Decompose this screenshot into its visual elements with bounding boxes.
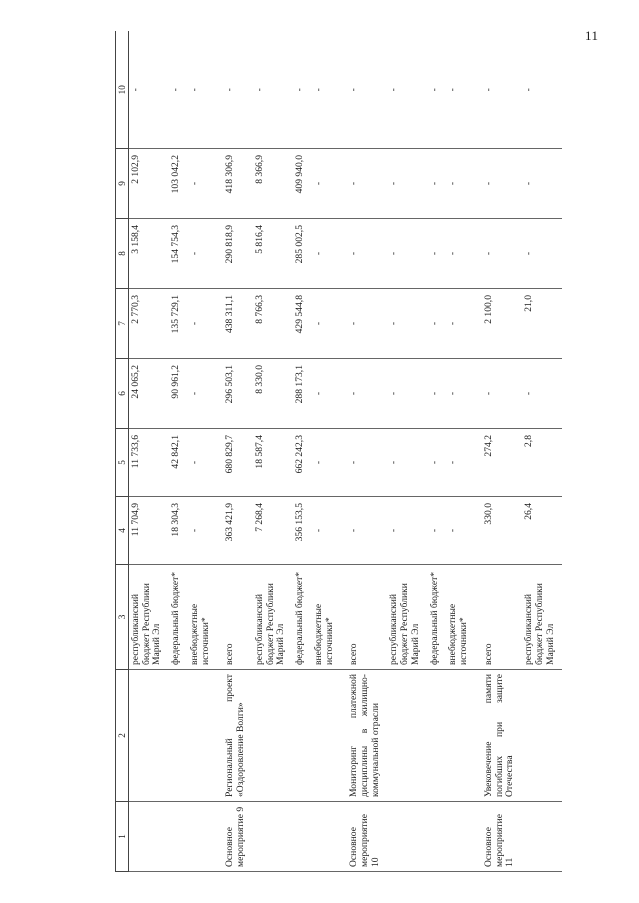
value-cell-col-4: - xyxy=(188,497,217,565)
value-cell-col-6: - xyxy=(312,359,341,429)
value-cell-col-5: 680 829,7 xyxy=(223,429,252,497)
funding-source-cell: внебюджетные источники* xyxy=(446,565,475,670)
table-row xyxy=(293,32,312,872)
page-number: 11 xyxy=(585,28,599,43)
funding-source-cell: республиканский бюджет Республики Марий Эл xyxy=(522,565,562,670)
value-cell-col-7: 2 100,0 xyxy=(482,289,522,359)
value-cell-col-10: - xyxy=(347,32,387,149)
table-row xyxy=(312,32,341,872)
value-cell-col-6: - xyxy=(482,359,522,429)
value-cell-col-6: 288 173,1 xyxy=(293,359,312,429)
value-cell-col-9: - xyxy=(188,149,217,219)
activity-number-cell xyxy=(129,802,170,872)
activity-number-cell: Основное мероприятие 10 xyxy=(347,802,387,872)
value-cell-col-4: - xyxy=(446,497,475,565)
activity-title-cell xyxy=(169,670,188,802)
value-cell-col-9: - xyxy=(428,149,447,219)
activity-title-cell xyxy=(312,670,341,802)
value-cell-col-6: 296 503,1 xyxy=(223,359,252,429)
funding-source-cell: внебюджетные источники* xyxy=(188,565,217,670)
value-cell-col-10: - xyxy=(428,32,447,149)
rotated-table-container xyxy=(115,32,620,872)
funding-source-cell: внебюджетные источники* xyxy=(312,565,341,670)
value-cell-col-10: - xyxy=(188,32,217,149)
value-cell-col-6: - xyxy=(446,359,475,429)
value-cell-col-10: - xyxy=(387,32,427,149)
value-cell-col-8: 154 754,3 xyxy=(169,219,188,289)
value-cell-col-5: - xyxy=(428,429,447,497)
column-header-10: 10 xyxy=(116,32,129,149)
table-row xyxy=(188,32,217,872)
value-cell-col-9: - xyxy=(387,149,427,219)
value-cell-col-8: 5 816,4 xyxy=(253,219,293,289)
value-cell-col-9: - xyxy=(446,149,475,219)
value-cell-col-7: 429 544,8 xyxy=(293,289,312,359)
activity-title-cell xyxy=(387,670,427,802)
value-cell-col-6: 24 065,2 xyxy=(129,359,170,429)
table-row xyxy=(428,32,447,872)
column-header-6: 6 xyxy=(116,359,129,429)
value-cell-col-4: 356 153,5 xyxy=(293,497,312,565)
value-cell-col-8: - xyxy=(482,219,522,289)
activity-title-cell xyxy=(293,670,312,802)
funding-source-cell: всего xyxy=(482,565,522,670)
value-cell-col-4: - xyxy=(387,497,427,565)
value-cell-col-10: - xyxy=(293,32,312,149)
value-cell-col-4: 26,4 xyxy=(522,497,562,565)
value-cell-col-8: 3 158,4 xyxy=(129,219,170,289)
value-cell-col-7: 21,0 xyxy=(522,289,562,359)
value-cell-col-5: 18 587,4 xyxy=(253,429,293,497)
value-cell-col-7: - xyxy=(188,289,217,359)
funding-source-cell: всего xyxy=(223,565,252,670)
value-cell-col-6: - xyxy=(522,359,562,429)
value-cell-col-7: 438 311,1 xyxy=(223,289,252,359)
value-cell-col-9: 8 366,9 xyxy=(253,149,293,219)
column-header-2: 2 xyxy=(116,670,129,802)
value-cell-col-4: 11 704,9 xyxy=(129,497,170,565)
column-header-9: 9 xyxy=(116,149,129,219)
activity-title-cell xyxy=(428,670,447,802)
value-cell-col-5: 274,2 xyxy=(482,429,522,497)
value-cell-col-4: 7 268,4 xyxy=(253,497,293,565)
activity-number-cell: Основное мероприятие 11 xyxy=(482,802,522,872)
value-cell-col-9: 418 306,9 xyxy=(223,149,252,219)
value-cell-col-7: 8 766,3 xyxy=(253,289,293,359)
budget-table xyxy=(115,32,562,873)
value-cell-col-10: - xyxy=(482,32,522,149)
activity-title-cell xyxy=(129,670,170,802)
value-cell-col-4: - xyxy=(347,497,387,565)
value-cell-col-4: - xyxy=(312,497,341,565)
value-cell-col-6: 90 961,2 xyxy=(169,359,188,429)
value-cell-col-8: - xyxy=(188,219,217,289)
activity-number-cell xyxy=(188,802,217,872)
table-row xyxy=(446,32,475,872)
table-row xyxy=(387,32,427,872)
funding-source-cell: республиканский бюджет Республики Марий Эл xyxy=(253,565,293,670)
value-cell-col-9: 103 042,2 xyxy=(169,149,188,219)
value-cell-col-5: 11 733,6 xyxy=(129,429,170,497)
activity-title-cell xyxy=(188,670,217,802)
value-cell-col-7: - xyxy=(387,289,427,359)
value-cell-col-10: - xyxy=(223,32,252,149)
value-cell-col-7: - xyxy=(312,289,341,359)
value-cell-col-8: - xyxy=(347,219,387,289)
value-cell-col-5: - xyxy=(347,429,387,497)
funding-source-cell: всего xyxy=(347,565,387,670)
column-header-3: 3 xyxy=(116,565,129,670)
value-cell-col-9: 2 102,9 xyxy=(129,149,170,219)
table-row xyxy=(347,32,387,872)
value-cell-col-5: 2,8 xyxy=(522,429,562,497)
value-cell-col-8: - xyxy=(446,219,475,289)
value-cell-col-10: - xyxy=(129,32,170,149)
table-row xyxy=(253,32,293,872)
funding-source-cell: республиканский бюджет Республики Марий Эл xyxy=(387,565,427,670)
value-cell-col-7: - xyxy=(446,289,475,359)
value-cell-col-6: - xyxy=(387,359,427,429)
table-row xyxy=(482,32,522,872)
activity-number-cell xyxy=(387,802,427,872)
value-cell-col-7: 135 729,1 xyxy=(169,289,188,359)
value-cell-col-8: - xyxy=(387,219,427,289)
value-cell-col-7: - xyxy=(347,289,387,359)
value-cell-col-8: - xyxy=(312,219,341,289)
column-header-1: 1 xyxy=(116,802,129,872)
activity-title-cell xyxy=(522,670,562,802)
activity-title-cell: Увековечение памяти погибших при защите Отечества xyxy=(482,670,522,802)
value-cell-col-7: 2 770,3 xyxy=(129,289,170,359)
funding-source-cell: федеральный бюджет* xyxy=(169,565,188,670)
activity-number-cell xyxy=(169,802,188,872)
activity-title-cell xyxy=(446,670,475,802)
value-cell-col-6: - xyxy=(347,359,387,429)
activity-number-cell xyxy=(428,802,447,872)
column-header-8: 8 xyxy=(116,219,129,289)
funding-source-cell: федеральный бюджет* xyxy=(428,565,447,670)
activity-number-cell xyxy=(293,802,312,872)
funding-source-cell: республиканский бюджет Республики Марий Эл xyxy=(129,565,170,670)
value-cell-col-7: - xyxy=(428,289,447,359)
value-cell-col-4: 363 421,9 xyxy=(223,497,252,565)
value-cell-col-10: - xyxy=(169,32,188,149)
value-cell-col-6: 8 330,0 xyxy=(253,359,293,429)
activity-title-cell: Мониторинг платежной дисциплины в жилищно-коммунальной отрасли xyxy=(347,670,387,802)
value-cell-col-8: 285 002,5 xyxy=(293,219,312,289)
activity-title-cell xyxy=(253,670,293,802)
value-cell-col-6: - xyxy=(428,359,447,429)
value-cell-col-8: - xyxy=(428,219,447,289)
value-cell-col-8: - xyxy=(522,219,562,289)
value-cell-col-5: - xyxy=(188,429,217,497)
activity-number-cell: Основное мероприятие 9 xyxy=(223,802,252,872)
value-cell-col-5: 662 242,3 xyxy=(293,429,312,497)
table-row xyxy=(129,32,170,872)
value-cell-col-10: - xyxy=(312,32,341,149)
activity-number-cell xyxy=(446,802,475,872)
value-cell-col-8: 290 818,9 xyxy=(223,219,252,289)
value-cell-col-10: - xyxy=(446,32,475,149)
column-header-5: 5 xyxy=(116,429,129,497)
table-body xyxy=(129,32,563,872)
value-cell-col-10: - xyxy=(253,32,293,149)
value-cell-col-10: - xyxy=(522,32,562,149)
table-header xyxy=(116,32,129,872)
funding-source-cell: федеральный бюджет* xyxy=(293,565,312,670)
value-cell-col-4: 18 304,3 xyxy=(169,497,188,565)
value-cell-col-5: - xyxy=(312,429,341,497)
value-cell-col-9: 409 940,0 xyxy=(293,149,312,219)
table-row xyxy=(169,32,188,872)
value-cell-col-9: - xyxy=(482,149,522,219)
header-row xyxy=(116,32,129,872)
value-cell-col-9: - xyxy=(347,149,387,219)
value-cell-col-4: - xyxy=(428,497,447,565)
table-row xyxy=(522,32,562,872)
table-row xyxy=(223,32,252,872)
value-cell-col-5: - xyxy=(446,429,475,497)
value-cell-col-4: 330,0 xyxy=(482,497,522,565)
value-cell-col-5: 42 842,1 xyxy=(169,429,188,497)
column-header-4: 4 xyxy=(116,497,129,565)
value-cell-col-6: - xyxy=(188,359,217,429)
activity-number-cell xyxy=(522,802,562,872)
activity-number-cell xyxy=(253,802,293,872)
activity-title-cell: Региональный проект «Оздоровление Волги» xyxy=(223,670,252,802)
value-cell-col-9: - xyxy=(312,149,341,219)
value-cell-col-9: - xyxy=(522,149,562,219)
column-header-7: 7 xyxy=(116,289,129,359)
value-cell-col-5: - xyxy=(387,429,427,497)
activity-number-cell xyxy=(312,802,341,872)
